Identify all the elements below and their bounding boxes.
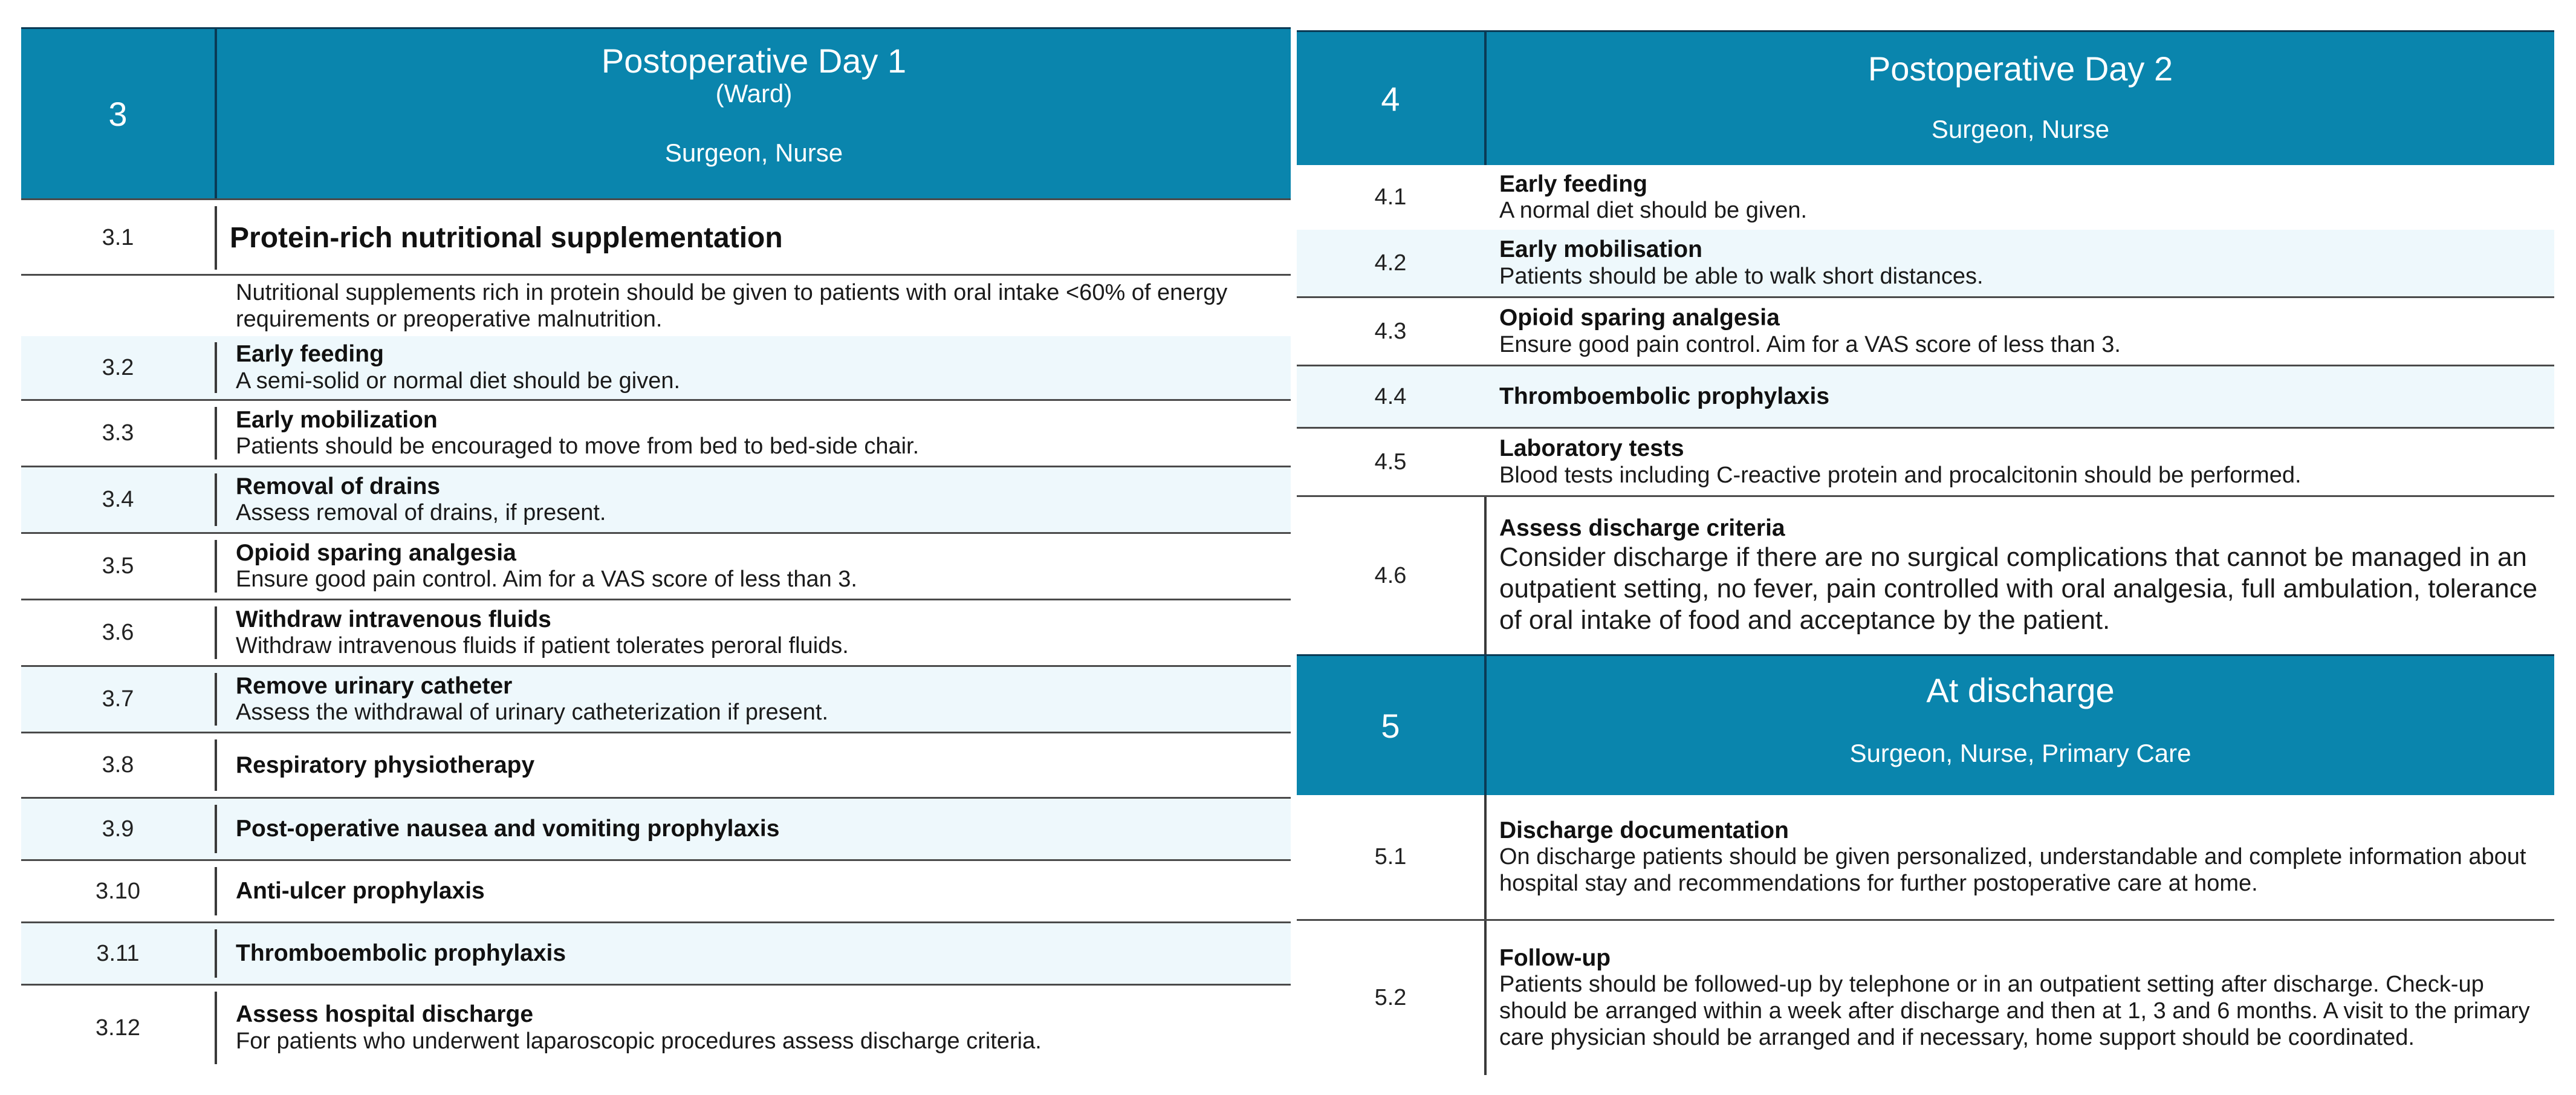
row-description: For patients who underwent laparoscopic procedures assess discharge criteria. (236, 1028, 1042, 1054)
day1-header (21, 27, 1291, 200)
row-content (236, 667, 1279, 732)
table-row (21, 667, 1291, 733)
row-number: 3.5 (102, 553, 134, 579)
row-title: Assess discharge criteria (1499, 515, 1785, 542)
row-number: 3.12 (96, 1015, 140, 1041)
column-divider (215, 929, 217, 978)
row-content (1499, 230, 2542, 296)
table-row (21, 733, 1291, 799)
row-content (1499, 298, 2542, 365)
table-row (1297, 366, 2554, 429)
row-title: Laboratory tests (1499, 435, 1684, 462)
table-row (21, 336, 1291, 401)
table-row (21, 534, 1291, 600)
discharge-header-title: At discharge (1926, 671, 2115, 709)
column-divider (215, 540, 217, 593)
row-number: 5.1 (1374, 844, 1407, 869)
row-content (236, 401, 1279, 466)
row-content (1499, 366, 2542, 427)
row-title: Follow-up (1499, 944, 1611, 971)
row-number: 3.6 (102, 620, 134, 645)
row-description: Assess removal of drains, if present. (236, 500, 606, 526)
row-description: Ensure good pain control. Aim for a VAS score of less than 3. (236, 567, 857, 593)
day2-header-number: 4 (1297, 32, 1487, 165)
row-title: Thromboembolic prophylaxis (1499, 383, 1830, 410)
table-row (1297, 165, 2554, 230)
row-number: 3.2 (102, 354, 134, 380)
row-title: Early mobilisation (1499, 236, 1702, 263)
row-description: Blood tests including C-reactive protein and procalcitonin should be performed. (1499, 462, 2302, 488)
row-description: Nutritional supplements rich in protein should be given to patients with oral intake <60% of energy requirements or preoperative malnutrition. (236, 279, 1228, 332)
table-row (21, 799, 1291, 861)
row-description: Patients should be followed-up by telephone or in an outpatient setting after discharge. Check-up should be arranged within a week after discharge and then at 1, 3 and 6 months. A visit to the primary care physician should be arranged and if necessary, home support should be coordinated. (1499, 972, 2530, 1051)
row-title: Respiratory physiotherapy (236, 752, 535, 778)
row-number: 4.1 (1374, 184, 1407, 210)
row-title: Remove urinary catheter (236, 672, 513, 699)
row-number: 3.9 (102, 816, 134, 842)
row-description: Withdraw intravenous fluids if patient tolerates peroral fluids. (236, 633, 849, 659)
table-row (21, 861, 1291, 923)
day2-header-roles: Surgeon, Nurse (1931, 114, 2110, 143)
table-row (21, 198, 1291, 276)
row-title: Discharge documentation (1499, 817, 1789, 843)
table-row (21, 467, 1291, 534)
row-content (1499, 429, 2542, 495)
row-content (236, 799, 1279, 859)
day2-header-title: Postoperative Day 2 (1867, 50, 2173, 88)
column-divider (215, 606, 217, 659)
row-title: Protein-rich nutritional supplementation (230, 221, 783, 254)
row-content (236, 336, 1279, 399)
table-row (1297, 230, 2554, 298)
day1-header-title: Postoperative Day 1 (601, 42, 907, 80)
column-divider (215, 805, 217, 853)
row-number: 3.4 (102, 487, 134, 512)
day1-header-number: 3 (21, 29, 217, 198)
row-content (1499, 795, 2542, 919)
row-description: Assess the withdrawal of urinary catheterization if present. (236, 700, 829, 726)
row-description: A semi-solid or normal diet should be given. (236, 368, 681, 394)
row-content (1499, 497, 2542, 654)
row-content (236, 276, 1279, 336)
row-number: 4.6 (1374, 562, 1407, 588)
table-row (21, 401, 1291, 467)
row-content (236, 923, 1279, 984)
row-content (1499, 921, 2542, 1075)
column-divider (215, 473, 217, 526)
row-title: Early feeding (1499, 171, 1647, 197)
row-description: Patients should be encouraged to move from bed to bed-side chair. (236, 434, 920, 460)
row-number: 3.3 (102, 420, 134, 446)
row-description: A normal diet should be given. (1499, 198, 1808, 224)
table-row (1297, 795, 2554, 921)
day1-header-subtitle: (Ward) (715, 79, 793, 108)
row-title: Early mobilization (236, 406, 438, 433)
column-divider (215, 992, 217, 1064)
row-content (236, 733, 1279, 797)
column-divider (1484, 795, 1487, 919)
row-number: 4.3 (1374, 318, 1407, 344)
column-divider (1484, 921, 1487, 1075)
row-number: 5.2 (1374, 985, 1407, 1010)
discharge-header-number: 5 (1297, 656, 1487, 795)
row-content (236, 986, 1279, 1070)
row-number: 3.11 (96, 940, 140, 966)
row-description: Ensure good pain control. Aim for a VAS score of less than 3. (1499, 331, 2121, 357)
column-divider (215, 342, 217, 393)
table-row (21, 923, 1291, 986)
row-content (236, 600, 1279, 665)
row-number: 3.7 (102, 686, 134, 712)
column-divider (215, 407, 217, 460)
table-row (1297, 921, 2554, 1075)
table-row (21, 986, 1291, 1070)
row-description: Patients should be able to walk short distances. (1499, 263, 1984, 289)
column-divider (215, 739, 217, 791)
day2-header (1297, 30, 2554, 167)
table-row (1297, 298, 2554, 366)
column-divider (215, 206, 217, 270)
row-title: Removal of drains (236, 473, 441, 499)
row-title: Assess hospital discharge (236, 1001, 534, 1028)
column-divider (1484, 497, 1487, 654)
row-title: Opioid sparing analgesia (236, 539, 516, 566)
row-content (230, 200, 1279, 276)
discharge-header-text (1487, 656, 2554, 795)
row-content (236, 467, 1279, 532)
day1-header-text (217, 29, 1291, 198)
row-content (236, 861, 1279, 921)
table-row (21, 274, 1291, 338)
table-row (1297, 429, 2554, 497)
row-title: Withdraw intravenous fluids (236, 606, 551, 632)
row-description: On discharge patients should be given personalized, understandable and complete information about hospital stay and recommendations for further postoperative care at home. (1499, 844, 2526, 897)
row-number: 4.5 (1374, 449, 1407, 475)
row-content (236, 534, 1279, 599)
discharge-header-roles: Surgeon, Nurse, Primary Care (1849, 738, 2192, 767)
row-title: Opioid sparing analgesia (1499, 305, 1780, 331)
row-number: 4.4 (1374, 383, 1407, 409)
column-divider (215, 867, 217, 915)
row-title: Anti-ulcer prophylaxis (236, 878, 485, 905)
row-title: Thromboembolic prophylaxis (236, 940, 566, 967)
row-number: 4.2 (1374, 250, 1407, 276)
table-row (21, 600, 1291, 667)
day2-header-text (1487, 32, 2554, 165)
row-title: Post-operative nausea and vomiting prophylaxis (236, 816, 780, 842)
row-number: 3.10 (96, 878, 140, 904)
row-content (1499, 165, 2542, 230)
discharge-header (1297, 654, 2554, 797)
day1-header-roles: Surgeon, Nurse (664, 138, 843, 167)
row-title: Early feeding (236, 341, 384, 368)
column-divider (215, 673, 217, 726)
row-number: 3.8 (102, 752, 134, 778)
row-description: Consider discharge if there are no surgical complications that cannot be managed in an outpatient setting, no fever, pain controlled with oral analgesia, full ambulation, tolerance of oral intake of food and acceptance by the patient. (1499, 542, 2538, 635)
table-row (1297, 497, 2554, 654)
row-number: 3.1 (102, 225, 134, 250)
